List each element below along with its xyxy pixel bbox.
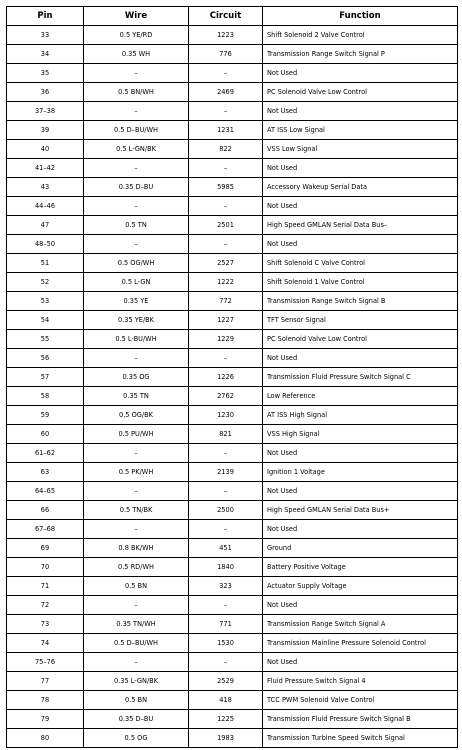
function-cell: Transmission Fluid Pressure Switch Signal B (263, 710, 458, 729)
wire-cell: 0.5 BN/WH (84, 83, 189, 102)
wire-cell: 0.8 BK/WH (84, 539, 189, 558)
function-cell: Shift Solenoid C Valve Control (263, 254, 458, 273)
wire-cell: 0.35 L-GN/BK (84, 672, 189, 691)
function-cell: AT ISS Low Signal (263, 121, 458, 140)
circuit-cell: 1226 (189, 368, 263, 387)
circuit-cell: 2500 (189, 501, 263, 520)
function-cell: Not Used (263, 349, 458, 368)
wire-cell: – (84, 653, 189, 672)
pin-cell: 79 (7, 710, 84, 729)
pin-cell: 55 (7, 330, 84, 349)
function-cell: VSS Low Signal (263, 140, 458, 159)
function-cell: Battery Positive Voltage (263, 558, 458, 577)
wire-cell: 0.5 PK/WH (84, 463, 189, 482)
circuit-cell: 2529 (189, 672, 263, 691)
function-cell: VSS High Signal (263, 425, 458, 444)
circuit-cell: 2527 (189, 254, 263, 273)
pin-cell: 34 (7, 45, 84, 64)
circuit-column-header: Circuit (189, 7, 263, 26)
circuit-cell: 451 (189, 539, 263, 558)
table-row (7, 64, 458, 83)
pin-cell: 72 (7, 596, 84, 615)
table-row (7, 482, 458, 501)
function-cell: Transmission Range Switch Signal P (263, 45, 458, 64)
circuit-cell: – (189, 159, 263, 178)
table-row (7, 539, 458, 558)
pin-cell: 77 (7, 672, 84, 691)
wire-cell: 0.5 D–BU/WH (84, 634, 189, 653)
function-cell: Not Used (263, 102, 458, 121)
pin-cell: 74 (7, 634, 84, 653)
circuit-cell: – (189, 653, 263, 672)
circuit-cell: 1230 (189, 406, 263, 425)
circuit-cell: 776 (189, 45, 263, 64)
function-cell: High Speed GMLAN Serial Data Bus– (263, 216, 458, 235)
wire-cell: 0.35 TN/WH (84, 615, 189, 634)
pin-cell: 67–68 (7, 520, 84, 539)
table-row (7, 140, 458, 159)
circuit-cell: 2469 (189, 83, 263, 102)
table-row (7, 596, 458, 615)
function-cell: Actuator Supply Voltage (263, 577, 458, 596)
pin-cell: 70 (7, 558, 84, 577)
wire-cell: 0.5 OG/WH (84, 254, 189, 273)
wire-cell: – (84, 102, 189, 121)
pin-cell: 48–50 (7, 235, 84, 254)
table-row (7, 425, 458, 444)
function-cell: Not Used (263, 482, 458, 501)
function-cell: Not Used (263, 444, 458, 463)
pin-cell: 47 (7, 216, 84, 235)
wire-cell: – (84, 444, 189, 463)
wire-cell: 0.5 BN (84, 577, 189, 596)
function-cell: Not Used (263, 520, 458, 539)
circuit-cell: 323 (189, 577, 263, 596)
pin-cell: 56 (7, 349, 84, 368)
pin-cell: 60 (7, 425, 84, 444)
table-row (7, 292, 458, 311)
circuit-cell: 1983 (189, 729, 263, 748)
table-body (7, 26, 458, 748)
pin-cell: 75–76 (7, 653, 84, 672)
circuit-cell: 1530 (189, 634, 263, 653)
pin-cell: 33 (7, 26, 84, 45)
header-row (7, 7, 458, 26)
table-row (7, 634, 458, 653)
pin-cell: 39 (7, 121, 84, 140)
pin-cell: 51 (7, 254, 84, 273)
function-cell: Not Used (263, 653, 458, 672)
pin-cell: 66 (7, 501, 84, 520)
table-row (7, 368, 458, 387)
pin-cell: 44–46 (7, 197, 84, 216)
wire-cell: 0.35 WH (84, 45, 189, 64)
pin-cell: 61–62 (7, 444, 84, 463)
circuit-cell: – (189, 444, 263, 463)
table-row (7, 121, 458, 140)
wire-cell: 0.35 YE/BK (84, 311, 189, 330)
function-cell: High Speed GMLAN Serial Data Bus+ (263, 501, 458, 520)
table-row (7, 83, 458, 102)
circuit-cell: – (189, 102, 263, 121)
table-row (7, 406, 458, 425)
circuit-cell: 5985 (189, 178, 263, 197)
table-row (7, 672, 458, 691)
table-row (7, 463, 458, 482)
function-cell: Not Used (263, 159, 458, 178)
pin-cell: 57 (7, 368, 84, 387)
wire-cell: 0.5 OG (84, 729, 189, 748)
function-cell: Not Used (263, 197, 458, 216)
table-row (7, 159, 458, 178)
wire-cell: – (84, 596, 189, 615)
table-row (7, 330, 458, 349)
pinout-table (6, 6, 458, 748)
function-cell: AT ISS High Signal (263, 406, 458, 425)
table-row (7, 577, 458, 596)
circuit-cell: 1222 (189, 273, 263, 292)
pin-cell: 41–42 (7, 159, 84, 178)
wire-column-header: Wire (84, 7, 189, 26)
pin-column-header: Pin (7, 7, 84, 26)
function-cell: Transmission Range Switch Signal A (263, 615, 458, 634)
function-cell: PC Solenoid Valve Low Control (263, 330, 458, 349)
wire-cell: 0.5 L-GN/BK (84, 140, 189, 159)
pin-cell: 40 (7, 140, 84, 159)
function-cell: Not Used (263, 64, 458, 83)
table-row (7, 178, 458, 197)
pin-cell: 59 (7, 406, 84, 425)
table-row (7, 45, 458, 64)
circuit-cell: 772 (189, 292, 263, 311)
wire-cell: – (84, 349, 189, 368)
pin-cell: 73 (7, 615, 84, 634)
pin-cell: 43 (7, 178, 84, 197)
circuit-cell: – (189, 596, 263, 615)
wire-cell: – (84, 482, 189, 501)
table-row (7, 387, 458, 406)
wire-cell: 0.5 RD/WH (84, 558, 189, 577)
table-row (7, 558, 458, 577)
wire-cell: 0.5 D–BU/WH (84, 121, 189, 140)
circuit-cell: 1223 (189, 26, 263, 45)
function-cell: Shift Solenoid 2 Valve Control (263, 26, 458, 45)
circuit-cell: 821 (189, 425, 263, 444)
function-cell: Transmission Mainline Pressure Solenoid Control (263, 634, 458, 653)
table-row (7, 653, 458, 672)
function-cell: PC Solenoid Valve Low Control (263, 83, 458, 102)
circuit-cell: – (189, 482, 263, 501)
table-row (7, 729, 458, 748)
circuit-cell: – (189, 64, 263, 83)
function-cell: Transmission Range Switch Signal B (263, 292, 458, 311)
pin-cell: 69 (7, 539, 84, 558)
table-row (7, 216, 458, 235)
circuit-cell: 418 (189, 691, 263, 710)
wire-cell: – (84, 64, 189, 83)
function-cell: Fluid Pressure Switch Signal 4 (263, 672, 458, 691)
wire-cell: 0.5 L-GN (84, 273, 189, 292)
circuit-cell: – (189, 520, 263, 539)
wire-cell: 0.35 D–BU (84, 178, 189, 197)
function-cell: Ignition 1 Voltage (263, 463, 458, 482)
function-cell: Low Reference (263, 387, 458, 406)
circuit-cell: 1840 (189, 558, 263, 577)
table-row (7, 691, 458, 710)
circuit-cell: 1227 (189, 311, 263, 330)
table-row (7, 615, 458, 634)
circuit-cell: 2139 (189, 463, 263, 482)
circuit-cell: 822 (189, 140, 263, 159)
circuit-cell: – (189, 349, 263, 368)
wire-cell: 0.5 TN/BK (84, 501, 189, 520)
pin-cell: 54 (7, 311, 84, 330)
wire-cell: 0.5 L-BU/WH (84, 330, 189, 349)
wire-cell: – (84, 520, 189, 539)
table-row (7, 197, 458, 216)
function-column-header: Function (263, 7, 458, 26)
wire-cell: 0.5 OG/BK (84, 406, 189, 425)
wire-cell: 0.5 YE/RD (84, 26, 189, 45)
pin-cell: 53 (7, 292, 84, 311)
circuit-cell: 1229 (189, 330, 263, 349)
wire-cell: 0.35 D–BU (84, 710, 189, 729)
table-row (7, 349, 458, 368)
wire-cell: 0.5 TN (84, 216, 189, 235)
pin-cell: 64–65 (7, 482, 84, 501)
function-cell: TFT Sensor Signal (263, 311, 458, 330)
function-cell: Transmission Turbine Speed Switch Signal (263, 729, 458, 748)
wire-cell: 0.35 YE (84, 292, 189, 311)
table-row (7, 520, 458, 539)
circuit-cell: 2501 (189, 216, 263, 235)
table-row (7, 26, 458, 45)
pin-cell: 78 (7, 691, 84, 710)
circuit-cell: 771 (189, 615, 263, 634)
table-row (7, 102, 458, 121)
wire-cell: 0.35 OG (84, 368, 189, 387)
circuit-cell: 1225 (189, 710, 263, 729)
function-cell: Shift Solenoid 1 Valve Control (263, 273, 458, 292)
function-cell: Not Used (263, 235, 458, 254)
table-row (7, 254, 458, 273)
circuit-cell: – (189, 197, 263, 216)
wire-cell: 0.5 BN (84, 691, 189, 710)
table-row (7, 311, 458, 330)
circuit-cell: – (189, 235, 263, 254)
pin-cell: 80 (7, 729, 84, 748)
pin-cell: 63 (7, 463, 84, 482)
wire-cell: 0.5 PU/WH (84, 425, 189, 444)
wire-cell: – (84, 197, 189, 216)
table-row (7, 501, 458, 520)
table-row (7, 273, 458, 292)
function-cell: Transmission Fluid Pressure Switch Signal C (263, 368, 458, 387)
pin-cell: 52 (7, 273, 84, 292)
function-cell: Accessory Wakeup Serial Data (263, 178, 458, 197)
wire-cell: – (84, 159, 189, 178)
table-header (7, 7, 458, 26)
wire-cell: 0.35 TN (84, 387, 189, 406)
function-cell: Ground (263, 539, 458, 558)
circuit-cell: 1231 (189, 121, 263, 140)
wire-cell: – (84, 235, 189, 254)
function-cell: Not Used (263, 596, 458, 615)
function-cell: TCC PWM Solenoid Valve Control (263, 691, 458, 710)
table-row (7, 710, 458, 729)
table-row (7, 235, 458, 254)
pin-cell: 35 (7, 64, 84, 83)
pin-cell: 58 (7, 387, 84, 406)
table-row (7, 444, 458, 463)
pin-cell: 37–38 (7, 102, 84, 121)
pin-cell: 71 (7, 577, 84, 596)
pin-cell: 36 (7, 83, 84, 102)
circuit-cell: 2762 (189, 387, 263, 406)
